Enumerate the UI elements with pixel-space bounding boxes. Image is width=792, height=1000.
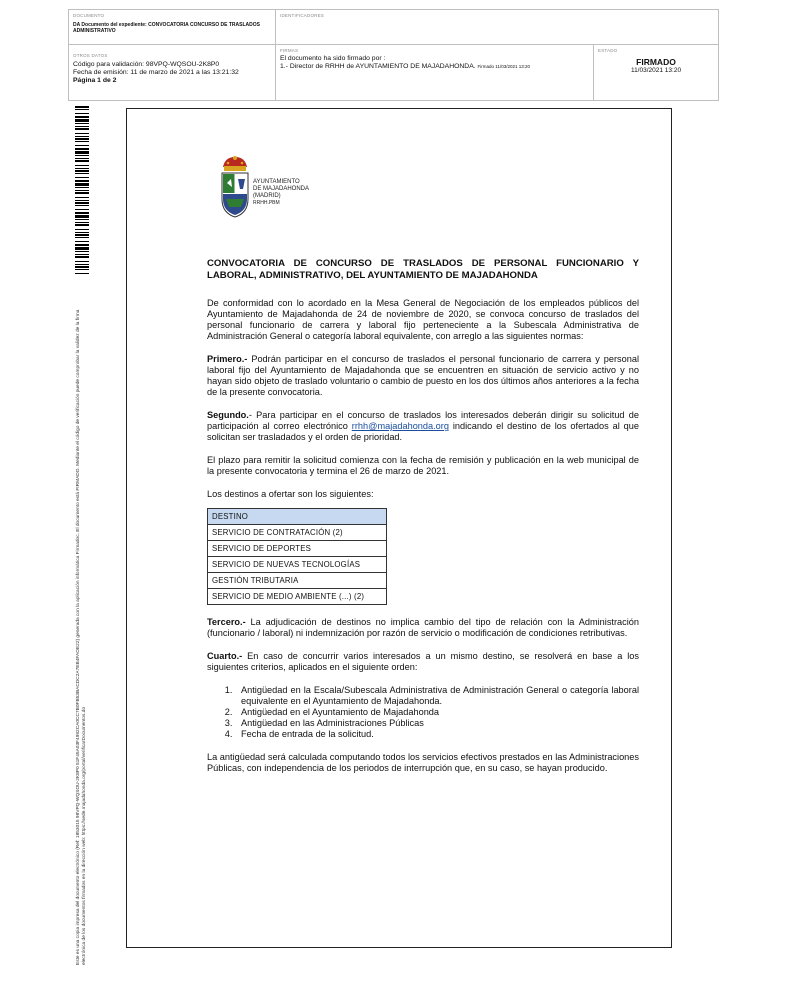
firmas-line1: El documento ha sido firmado por : [280, 55, 386, 62]
primero-paragraph [207, 354, 639, 398]
list-item: 3. Antigüedad en las Administraciones Públicas [235, 718, 639, 729]
table-row [208, 557, 387, 573]
coat-of-arms-logo [219, 155, 251, 221]
pagina-indicator: Página 1 de 2 [73, 77, 117, 84]
cuarto-paragraph [207, 651, 639, 673]
document-title: CONVOCATORIA DE CONCURSO DE TRASLADOS DE PERSONAL FUNCIONARIO Y LABORAL, ADMINISTRATIVO, DEL AYUNTAMIENTO DE MAJADAHONDA [207, 258, 639, 281]
plazo-paragraph: El plazo para remitir la solicitud comienza con la fecha de remisión y publicación en la web municipal de la presente convocatoria y termina el 26 de marzo de 2021. [207, 455, 639, 476]
primero-text: Podrán participar en el concurso de traslados el personal funcionario de carrera y personal laboral fijo del Ayuntamiento de Majadahonda que se encuentren en situación de servicio activo y no hayan sido objeto de traslado voluntario o cambio de puesto en los dos últimos años anteriores a la fecha de la presente convocatoria. [207, 354, 639, 397]
table-header-cell: DESTINO [208, 509, 387, 525]
firmas-cell [276, 45, 594, 100]
intro-paragraph: De conformidad con lo acordado en la Mesa General de Negociación de los empleados públicos del Ayuntamiento de Majadahonda de 24 de noviembre de 2020, se convoca concurso de traslados del personal funcionario de carrera y laboral fijo perteneciente a la Subescala Administrativa de Administración General o categoría laboral equivalente, con arreglo a las siguientes normas: [207, 298, 639, 341]
list-item: 2. Antigüedad en el Ayuntamiento de Majadahonda [235, 707, 639, 718]
criterios-list [207, 685, 639, 740]
identificadores-cell [276, 10, 718, 45]
otros-datos-cell [69, 45, 276, 100]
cuarto-text: En caso de concurrir varios interesados a un mismo destino, se resolverá en base a los siguientes criterios, aplicados en el siguiente orden: [207, 651, 639, 672]
signature-header [68, 9, 719, 101]
destinos-intro: Los destinos a ofertar son los siguientes: [207, 489, 374, 499]
table-cell: SERVICIO DE MEDIO AMBIENTE (...) (2) [208, 589, 387, 605]
antiguedad-paragraph: La antigüedad será calculada computando todos los servicios efectivos prestados en las Administraciones Públicas, con independencia de los periodos de interrupción que, en su caso, se hayan producido. [207, 752, 639, 773]
primero-label: Primero.- [207, 354, 248, 364]
table-header-row [208, 509, 387, 525]
cuarto-label: Cuarto.- [207, 651, 243, 661]
segundo-text-a: - Para participar en el concurso de traslados los interesados deberán dirigir su solicitud de participación al correo electrónico [207, 410, 639, 431]
segundo-paragraph [207, 410, 639, 443]
table-cell: SERVICIO DE DEPORTES [208, 541, 387, 557]
segundo-text-b: indicando el destino de los ofertados al que solicitan ser trasladados y el orden de prioridad. [207, 421, 639, 442]
table-row [208, 525, 387, 541]
otros-datos-label: OTROS DATOS [73, 53, 108, 58]
logo-line1: AYUNTAMIENTO [253, 179, 300, 185]
estado-value: FIRMADO [636, 57, 676, 67]
logo-line4: RRHH.PBM [253, 200, 280, 206]
estado-label: ESTADO [598, 48, 618, 53]
documento-value: DA Documento del expediente: CONVOCATORIA CONCURSO DE TRASLADOS ADMINISTRATIVO [73, 22, 260, 34]
documento-cell [69, 10, 276, 45]
tercero-paragraph [207, 617, 639, 639]
table-cell: SERVICIO DE NUEVAS TECNOLOGÍAS [208, 557, 387, 573]
document-body [207, 258, 639, 786]
firmas-signer: 1.- Director de RRHH de AYUNTAMIENTO DE MAJADAHONDA. [280, 63, 476, 70]
table-row [208, 573, 387, 589]
logo-text [253, 179, 309, 207]
table-cell: GESTIÓN TRIBUTARIA [208, 573, 387, 589]
fecha-emision: Fecha de emisión: 11 de marzo de 2021 a las 13:21:32 [73, 69, 239, 76]
verification-side-text: Este es una copia impresa del documento electrónico (Ref: 1853015 98VPQ-WQSOU-2K8P0 51F45A03F4992CA0CC7B0FB53BACDC2A7EB4FAOE22) generada con la aplicación informática Firmadoc. El documento está FIRMADO. Mediante el código de verificación puede comprobar la validez de la firma electrónica de los documentos firmados en la dirección web: https://sede.majadahonda.org/portal/verificarDocumentos.do [76, 309, 87, 965]
codigo-validacion[interactable]: Código para validación: 98VPQ-WQSOU-2K8P0 [73, 61, 220, 68]
tercero-text: La adjudicación de destinos no implica cambio del tipo de relación con la Administración (funcionario / laboral) ni indemnización por razón de servicio o modificación de condiciones retributivas. [207, 617, 639, 638]
table-row [208, 541, 387, 557]
logo-line2: DE MAJADAHONDA [253, 186, 310, 192]
email-link[interactable]: rrhh@majadahonda.org [351, 421, 449, 431]
firmas-label: FIRMAS [280, 48, 299, 53]
list-item: 1. Antigüedad en la Escala/Subescala Administrativa de Administración General o categoría laboral equivalente en el Ayuntamiento de Majadahonda. [235, 685, 639, 707]
barcode-icon [75, 106, 89, 276]
estado-date: 11/03/2021 13:20 [630, 67, 682, 74]
firmas-line2 [280, 63, 589, 71]
list-item: 4. Fecha de entrada de la solicitud. [235, 729, 639, 740]
table-row [208, 589, 387, 605]
table-cell: SERVICIO DE CONTRATACIÓN (2) [208, 525, 387, 541]
segundo-label: Segundo. [207, 410, 249, 420]
destinos-table [207, 508, 387, 605]
tercero-label: Tercero.- [207, 617, 246, 627]
documento-label: DOCUMENTO [73, 13, 105, 18]
firmas-date: Firmado 11/03/2021 13:20 [477, 64, 530, 69]
estado-cell [594, 45, 718, 100]
identificadores-label: IDENTIFICADORES [280, 13, 325, 18]
logo-line3: (MADRID) [253, 193, 281, 199]
